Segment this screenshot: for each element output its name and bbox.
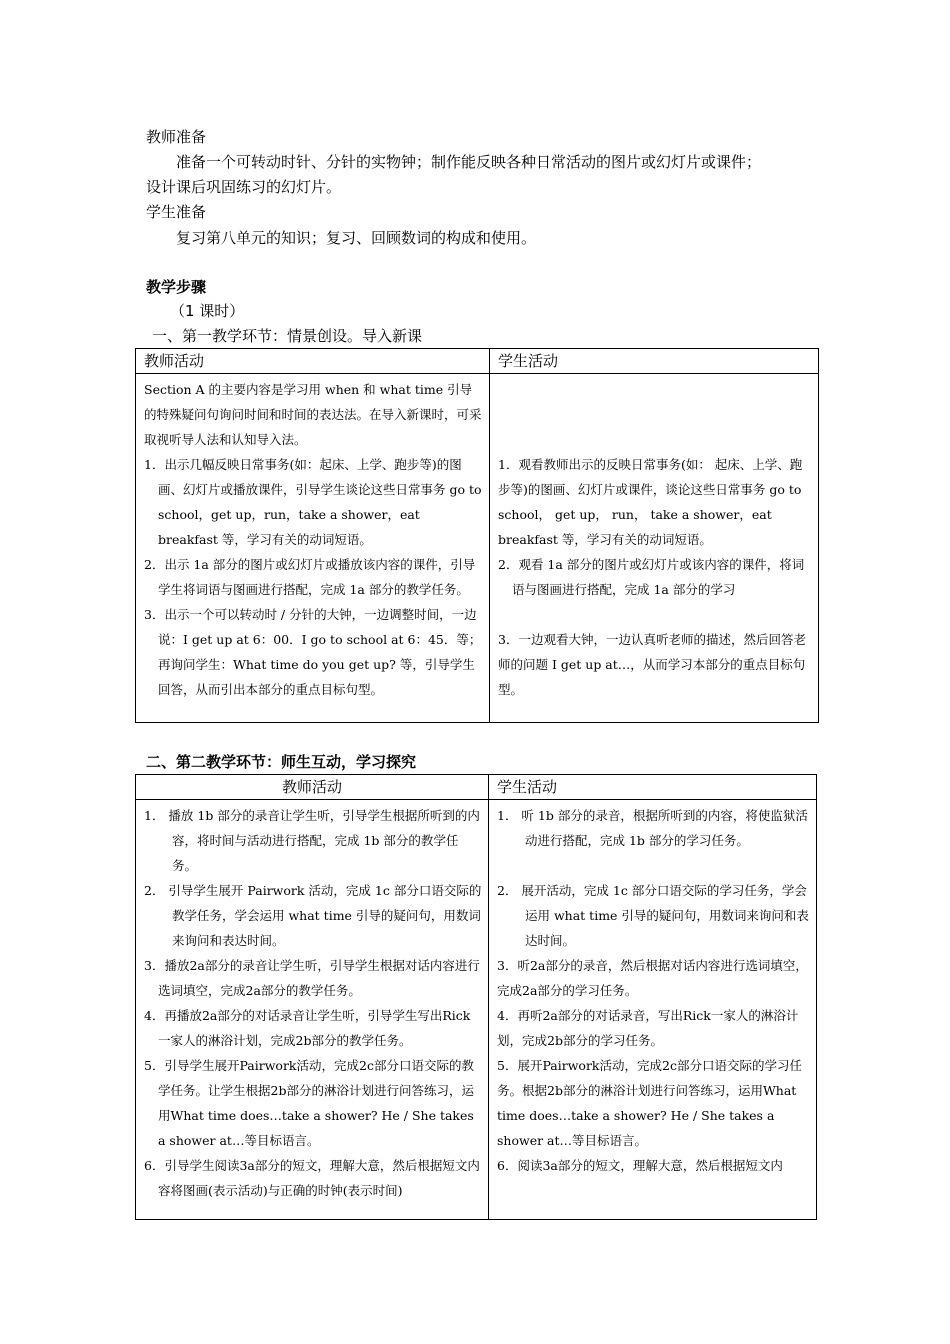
table-1-teacher-item: 2．出示 1a 部分的图片或幻灯片或播放该内容的课件，引导学生将词语与图画进行搭配，完成 1a 部分的教学任务。 [144, 557, 476, 597]
table-2-student-item: 3．听2a部分的录音，然后根据对话内容进行选词填空，完成2a部分的学习任务。 [497, 958, 808, 998]
table-1-teacher-item: Section A 的主要内容是学习用 when 和 what time 引导的特殊疑问句询问时间和时间的表达法。在导入新课时，可采取视听导人法和认知导入法。 [144, 382, 482, 447]
table-2-student-item: 2． 展开活动，完成 1c 部分口语交际的学习任务，学会运用 what time 引导的疑问句，用数词来询问和表达时间。 [497, 883, 809, 948]
table-2-teacher-item: 5．引导学生展开Pairwork活动，完成2c部分口语交际的教学任务。让学生根据2b部分的淋浴计划进行问答练习，运用What time does…take a shower? He / She takes a shower at…等目标语言。 [144, 1058, 474, 1148]
student-prep-heading: 学生准备 [146, 203, 207, 221]
teacher-prep-line-2: 设计课后巩固练习的幻灯片。 [146, 178, 342, 196]
table-2-header-teacher: 教师活动 [136, 775, 489, 800]
table-2-teacher-item: 1． 播放 1b 部分的录音让学生听，引导学生根据所听到的内容，将时间与活动进行搭配，完成 1b 部分的教学任务。 [144, 808, 480, 873]
student-prep-line-1: 复习第八单元的知识；复习、回顾数词的构成和使用。 [176, 229, 537, 247]
section-1-title: 一、第一教学环节：情景创设。导入新课 [152, 327, 423, 345]
table-1-student-item: 1．观看教师出示的反映日常事务(如： 起床、上学、跑步等)的图画、幻灯片或课件，谈论这些日常事务 go to school， get up， run， take a shower，eat breakfast 等，学习有关的动词短语。 [498, 457, 803, 547]
table-1-teacher-cell [136, 374, 490, 723]
table-2-student-item: 6．阅读3a部分的短文，理解大意，然后根据短文内 [497, 1158, 783, 1173]
table-1-header-student: 学生活动 [490, 349, 819, 374]
table-2-student-item: 4．再听2a部分的对话录音，写出Rick一家人的淋浴计划，完成2b部分的学习任务。 [497, 1008, 799, 1048]
section-2-title: 二、第二教学环节：师生互动，学习探究 [146, 753, 417, 771]
table-2-teacher-cell [136, 800, 489, 1220]
table-2-teacher-item: 4．再播放2a部分的对话录音让学生听，引导学生写出Rick一家人的淋浴计划，完成2b部分的教学任务。 [144, 1008, 471, 1048]
table-2-student-item: 1． 听 1b 部分的录音，根据所听到的内容，将使监狱活动进行搭配，完成 1b 部分的学习任务。 [497, 808, 808, 848]
table-1-header-teacher: 教师活动 [136, 349, 490, 374]
teacher-prep-heading: 教师准备 [146, 128, 207, 146]
table-1-student-item: 2．观看 1a 部分的图片或幻灯片或该内容的课件，将词语与图画进行搭配，完成 1a 部分的学习 [498, 557, 805, 597]
table-1-student-item: 3．一边观看大钟，一边认真听老师的描述，然后回答老师的问题 I get up at…，从而学习本部分的重点目标句型。 [498, 632, 806, 697]
steps-heading: 教学步骤 [146, 278, 207, 296]
table-1-student-cell [490, 374, 819, 723]
section-1-table [135, 348, 819, 723]
table-2-header-student: 学生活动 [489, 775, 817, 800]
table-2-teacher-item: 3．播放2a部分的录音让学生听，引导学生根据对话内容进行选词填空，完成2a部分的教学任务。 [144, 958, 480, 998]
teacher-prep-line-1: 准备一个可转动时针、分针的实物钟；制作能反映各种日常活动的图片或幻灯片或课件； [176, 153, 762, 171]
table-2-student-cell [489, 800, 817, 1220]
period-label: （1 课时） [170, 302, 245, 320]
table-1-teacher-item: 1．出示几幅反映日常事务(如：起床、上学、跑步等)的图画、幻灯片或播放课件，引导学生谈论这些日常事务 go to school，get up，run，take a shower，eat breakfast 等，学习有关的动词短语。 [144, 457, 482, 547]
table-1-teacher-item: 3．出示一个可以转动时 / 分针的大钟，一边调整时间，一边说：I get up at 6：00．I go to school at 6：45．等；再询问学生：What time do you get up? 等，引导学生回答，从而引出本部分的重点目标句型。 [144, 607, 482, 697]
section-2-table [135, 774, 817, 1220]
table-2-teacher-item: 2． 引导学生展开 Pairwork 活动，完成 1c 部分口语交际的教学任务，学会运用 what time 引导的疑问句，用数词来询问和表达时间。 [144, 883, 482, 948]
table-2-teacher-item: 6．引导学生阅读3a部分的短文，理解大意，然后根据短文内容将图画(表示活动)与正确的时钟(表示时间) [144, 1158, 480, 1198]
table-2-student-item: 5．展开Pairwork活动，完成2c部分口语交际的学习任务。根据2b部分的淋浴计划进行问答练习，运用What time does…take a shower? He / She takes a shower at…等目标语言。 [497, 1058, 802, 1148]
